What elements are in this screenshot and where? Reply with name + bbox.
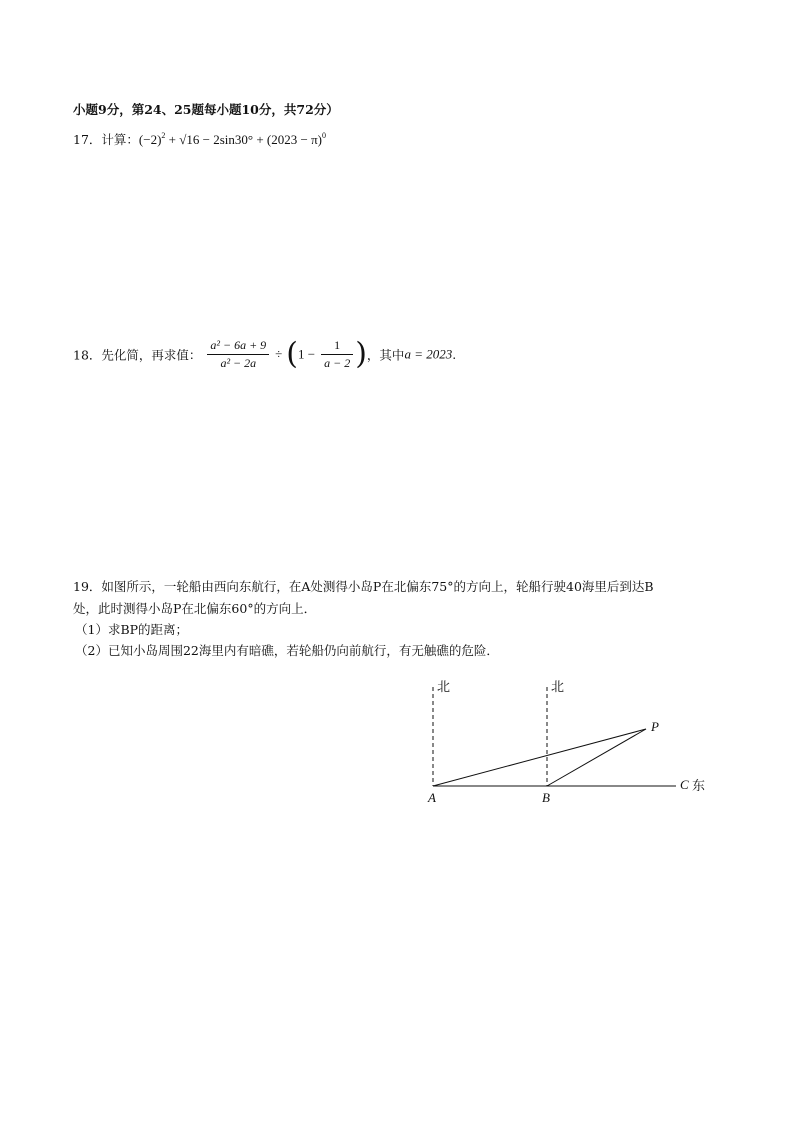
q18-fraction-1: [207, 338, 269, 371]
q18-one-minus: 1 −: [298, 346, 316, 362]
question-19-line-1: 19．如图所示，一轮船由西向东航行，在A处测得小岛P在北偏东75°的方向上，轮船行驶40海里后到达B: [73, 579, 654, 594]
q18-divide-sign: ÷: [275, 346, 283, 362]
q18-tail-end: .: [452, 347, 457, 362]
q17-term-b: + √16 − 2sin30° + (2023 − π): [165, 132, 322, 147]
east-label: 东: [692, 778, 706, 793]
q18-tail-equation: a = 2023: [404, 346, 453, 362]
q18-left-paren: (: [286, 336, 299, 372]
q18-fraction-2-denominator: a − 2: [324, 356, 351, 370]
q18-fraction-1-denominator: a² − 2a: [220, 356, 257, 370]
north-label-b: 北: [551, 679, 565, 694]
q18-right-paren: ): [355, 336, 367, 372]
question-19-line-2: 处，此时测得小岛P在北偏东60°的方向上．: [73, 601, 317, 616]
question-17-label: 17．计算：: [73, 132, 139, 147]
segment-bp: [547, 729, 646, 786]
question-19-sub-1: （1）求BP的距离；: [75, 622, 189, 637]
north-label-a: 北: [437, 679, 451, 694]
q18-fraction-2: [321, 338, 353, 371]
q17-exponent-b: 0: [321, 131, 326, 140]
question-17: [73, 130, 326, 148]
question-19-sub-2: （2）已知小岛周围22海里内有暗礁，若轮船仍向前航行，有无触礁的危险．: [75, 643, 499, 658]
section-header: 小题9分，第24、25题每小题10分，共72分）: [73, 102, 339, 117]
question-17-expression: [139, 132, 326, 147]
point-b-label: B: [542, 790, 550, 805]
q17-exponent-a: 2: [161, 131, 166, 140]
question-18-label: 18．先化简，再求值：: [73, 347, 202, 363]
q18-fraction-2-numerator: 1: [321, 338, 353, 355]
q17-term-a: (−2): [138, 132, 162, 147]
point-c-label: C: [680, 777, 689, 792]
q18-tail-prefix: ，其中: [366, 347, 405, 363]
segment-ap: [433, 729, 646, 786]
question-18: [73, 338, 456, 371]
q18-fraction-1-numerator: a² − 6a + 9: [207, 338, 269, 355]
point-a-label: A: [428, 790, 436, 805]
point-p-label: P: [651, 719, 659, 734]
